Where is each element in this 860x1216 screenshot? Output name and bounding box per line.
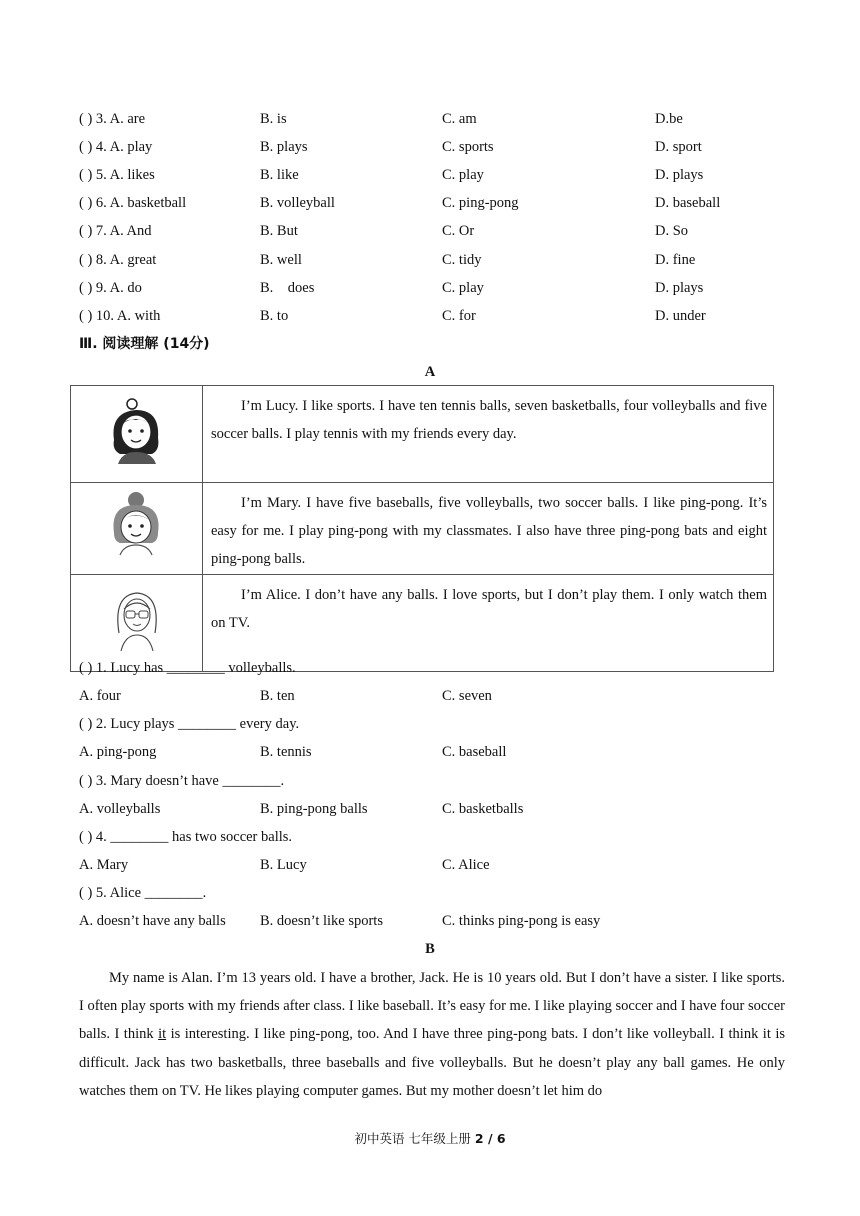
option-row (79, 137, 799, 157)
passage-table (70, 385, 774, 672)
passage-text: I’m Lucy. I like sports. I have ten tennis balls, seven basketballs, four volleyballs and five soccer balls. I play tennis with my friends every day. (203, 386, 774, 483)
option-a: ( ) 5. A. likes (79, 167, 155, 183)
question: ( ) 5. Alice ________. (79, 885, 207, 901)
option-a: ( ) 9. A. do (79, 280, 142, 296)
passage-row (71, 386, 774, 483)
option-d: D. plays (655, 280, 704, 296)
question: ( ) 4. ________ has two soccer balls. (79, 829, 293, 845)
option-a: ( ) 6. A. basketball (79, 195, 187, 211)
option-c: C. sports (442, 139, 494, 155)
option-b: B. is (260, 111, 287, 127)
answer-b: B. doesn’t like sports (260, 913, 383, 929)
answer-c: C. baseball (442, 744, 507, 760)
answer-b: B. Lucy (260, 857, 307, 873)
portrait-cell (71, 575, 203, 672)
answer-c: C. seven (442, 688, 492, 704)
option-b: B. to (260, 308, 289, 324)
answer-a: A. four (79, 688, 121, 704)
option-row (79, 250, 799, 270)
option-d: D. fine (655, 252, 696, 268)
option-row (79, 278, 799, 298)
girl-mary-icon (102, 491, 172, 557)
option-row (79, 193, 799, 213)
answer-a: A. doesn’t have any balls (79, 913, 226, 929)
part-a-label: A (424, 364, 436, 380)
footer-text: 初中英语 七年级上册 (354, 1131, 475, 1146)
passage-text: I’m Mary. I have five baseballs, five volleyballs, two soccer balls. I like ping-pong. It’s easy for me. I play ping-pong with my classmates. I also have three ping-pong bats and eight ping-pong balls. (203, 483, 774, 575)
answer-c: C. basketballs (442, 801, 524, 817)
option-c: C. Or (442, 223, 475, 239)
answer-row (79, 855, 799, 875)
question: ( ) 2. Lucy plays ________ every day. (79, 716, 300, 732)
option-b: B. But (260, 223, 298, 239)
answer-row (79, 686, 799, 706)
option-b: B. plays (260, 139, 308, 155)
section-title: Ⅲ. 阅读理解 (14分) (79, 336, 210, 352)
question: ( ) 1. Lucy has ________ volleyballs. (79, 660, 296, 676)
page-footer (0, 1130, 860, 1148)
portrait-cell (71, 483, 203, 575)
portrait-cell (71, 386, 203, 483)
answer-c: C. thinks ping-pong is easy (442, 913, 601, 929)
option-c: C. am (442, 111, 477, 127)
answer-c: C. Alice (442, 857, 490, 873)
girl-alice-icon (107, 583, 167, 653)
passage-text: I’m Alice. I don’t have any balls. I love sports, but I don’t play them. I only watch them on TV. (203, 575, 774, 672)
option-a: ( ) 8. A. great (79, 252, 157, 268)
passage-row (71, 575, 774, 672)
option-d: D. baseball (655, 195, 721, 211)
option-a: ( ) 7. A. And (79, 223, 152, 239)
question: ( ) 3. Mary doesn’t have ________. (79, 773, 285, 789)
option-a: ( ) 3. A. are (79, 111, 146, 127)
option-c: C. ping-pong (442, 195, 519, 211)
option-d: D.be (655, 111, 683, 127)
option-c: C. for (442, 308, 476, 324)
option-row (79, 221, 799, 241)
option-d: D. plays (655, 167, 704, 183)
option-b: B. well (260, 252, 302, 268)
option-b: B. like (260, 167, 299, 183)
part-b-label: B (425, 941, 435, 957)
passage-b-text: My name is Alan. I’m 13 years old. I have a brother, Jack. He is 10 years old. But I don’t have a sister. I like sports. I often play sports with my friends after class. I like baseball. It’s easy for me. I like playing soccer and I have four soccer balls. I think (79, 970, 785, 1043)
answer-row (79, 799, 799, 819)
answer-row (79, 911, 799, 931)
passage-b (79, 964, 785, 1105)
answer-b: B. tennis (260, 744, 312, 760)
answer-a: A. Mary (79, 857, 129, 873)
option-c: C. tidy (442, 252, 482, 268)
passage-row (71, 483, 774, 575)
option-a: ( ) 10. A. with (79, 308, 161, 324)
option-a: ( ) 4. A. play (79, 139, 153, 155)
option-c: C. play (442, 167, 484, 183)
option-d: D. sport (655, 139, 702, 155)
option-row (79, 306, 799, 326)
girl-lucy-icon (102, 394, 172, 466)
option-b: B. volleyball (260, 195, 335, 211)
option-b: B. does (260, 280, 315, 296)
answer-a: A. volleyballs (79, 801, 161, 817)
option-c: C. play (442, 280, 484, 296)
passage-b-text: is interesting. I like ping-pong, too. And I have three ping-pong bats. I don’t like volleyball. I think it is difficult. Jack has two basketballs, three baseballs and five volleyballs. But he doesn’t play any ball games. He only watches them on TV. He likes playing computer games. But my mother doesn’t let him do (79, 1026, 786, 1099)
answer-b: B. ping-pong balls (260, 801, 368, 817)
answer-b: B. ten (260, 688, 295, 704)
option-d: D. under (655, 308, 706, 324)
answer-row (79, 742, 799, 762)
underlined-word: it (158, 1026, 167, 1043)
option-d: D. So (655, 223, 689, 239)
option-row (79, 109, 799, 129)
option-row (79, 165, 799, 185)
answer-a: A. ping-pong (79, 744, 157, 760)
page-number: 2 / 6 (474, 1131, 506, 1146)
